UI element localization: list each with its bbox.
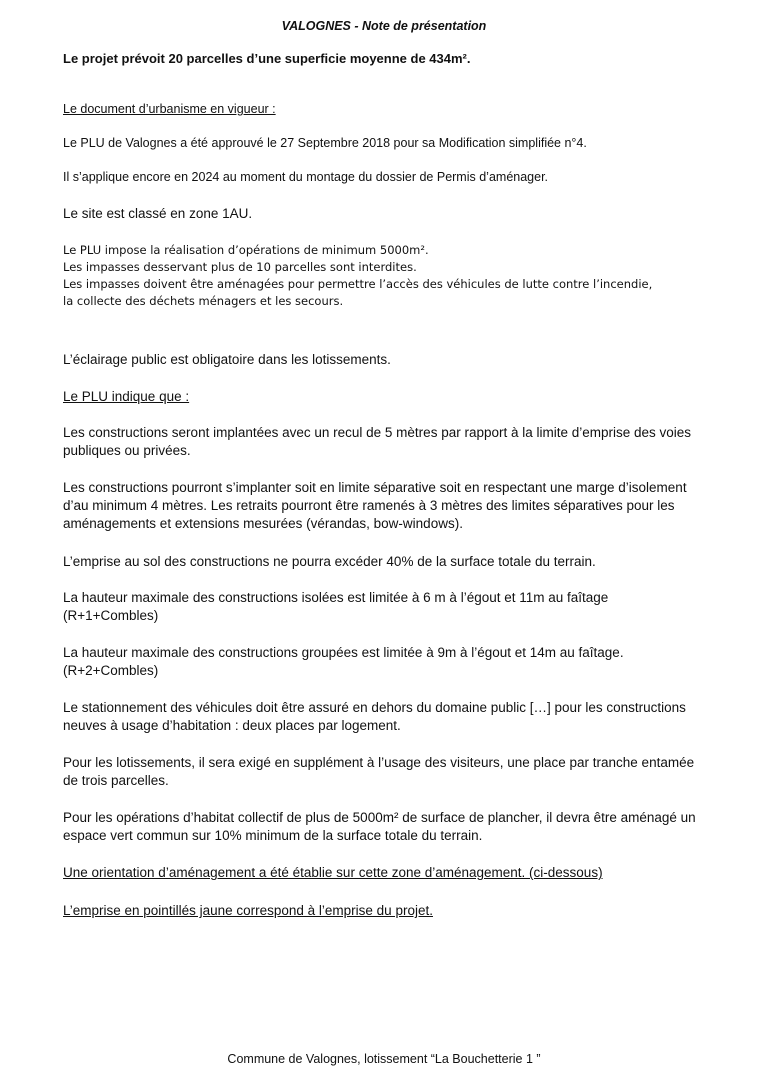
zone-text: Le site est classé en zone 1AU. xyxy=(63,206,253,221)
eclairage-text: L’éclairage public est obligatoire dans les lotissements. xyxy=(63,352,391,367)
paragraph-line: (R+1+Combles) xyxy=(63,608,159,623)
urbanisme-heading: Le document d’urbanisme en vigueur : xyxy=(63,102,276,116)
rule-line: Les impasses doivent être aménagées pour permettre l’accès des véhicules de lutte contre l’incendie, xyxy=(63,277,653,291)
paragraph-line: Le stationnement des véhicules doit être assuré en dehors du domaine public […] pour les constructions xyxy=(63,700,686,715)
paragraph-line: La hauteur maximale des constructions isolées est limitée à 6 m à l’égout et 11m au faîtage xyxy=(63,590,609,605)
orientation-text: Une orientation d’aménagement a été établie sur cette zone d’aménagement. (ci-dessous) xyxy=(63,865,603,880)
paragraph-line: de trois parcelles. xyxy=(63,773,169,788)
page-footer: Commune de Valognes, lotissement “La Bouchetterie 1 ” xyxy=(227,1052,541,1066)
paragraph-line: aménagements et extensions mesurées (vérandas, bow-windows). xyxy=(63,516,463,531)
paragraph-line: Les constructions seront implantées avec un recul de 5 mètres par rapport à la limite d’emprise des voies xyxy=(63,425,692,440)
rule-line: Le PLU impose la réalisation d’opérations de minimum 5000m². xyxy=(63,243,429,257)
emprise-text: L’emprise en pointillés jaune correspond à l’emprise du projet. xyxy=(63,903,433,918)
paragraph-line: neuves à usage d’habitation : deux places par logement. xyxy=(63,718,401,733)
paragraph-line: espace vert commun sur 10% minimum de la surface totale du terrain. xyxy=(63,828,483,843)
intro-statement: Le projet prévoit 20 parcelles d’une superficie moyenne de 434m². xyxy=(63,51,471,66)
plu-application-text: Il s’applique encore en 2024 au moment du montage du dossier de Permis d’aménager. xyxy=(63,170,549,184)
paragraph-line: Les constructions pourront s’implanter soit en limite séparative soit en respectant une marge d’isolement xyxy=(63,480,687,495)
rule-line: Les impasses desservant plus de 10 parcelles sont interdites. xyxy=(63,260,417,274)
plu-approval-text: Le PLU de Valognes a été approuvé le 27 Septembre 2018 pour sa Modification simplifiée n°4. xyxy=(63,136,587,150)
paragraph-line: La hauteur maximale des constructions groupées est limitée à 9m à l’égout et 14m au faîtage. xyxy=(63,645,624,660)
paragraph-line: d’au minimum 4 mètres. Les retraits pourront être ramenés à 3 mètres des limites séparatives pour les xyxy=(63,498,675,513)
paragraph-line: publiques ou privées. xyxy=(63,443,191,458)
paragraph-line: Pour les lotissements, il sera exigé en supplément à l’usage des visiteurs, une place par tranche entamée xyxy=(63,755,695,770)
paragraph-line: L’emprise au sol des constructions ne pourra excéder 40% de la surface totale du terrain. xyxy=(63,554,596,569)
paragraph-line: Pour les opérations d’habitat collectif de plus de 5000m² de surface de plancher, il devra être aménagé un xyxy=(63,810,696,825)
page-title: VALOGNES - Note de présentation xyxy=(281,19,487,33)
plu-heading: Le PLU indique que : xyxy=(63,389,190,404)
paragraph-line: (R+2+Combles) xyxy=(63,663,159,678)
rule-line: la collecte des déchets ménagers et les secours. xyxy=(63,294,344,308)
